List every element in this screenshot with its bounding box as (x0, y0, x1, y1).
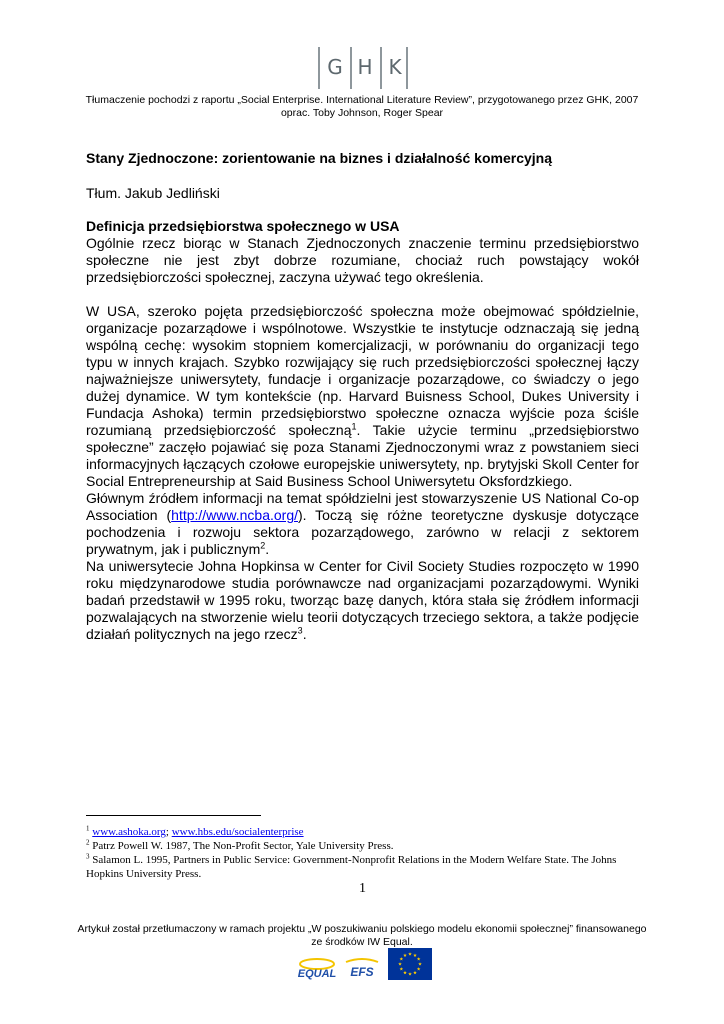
footnote-ref-2[interactable]: 2 (260, 540, 266, 551)
ashoka-link[interactable]: www.ashoka.org (92, 826, 166, 838)
footnote-ref-1[interactable]: 1 (351, 421, 357, 432)
paragraph-3-text-b: ). Toczą się różne teoretyczne dyskusje dotyczące pochodzenia i rozwoju sektora pozarządowego, zarówno w relacji z sektorem prywatnym, jak i publicznym (86, 507, 639, 557)
footnote-3-text: Salamon L. 1995, Partners in Public Service: Government-Nonprofit Relations in the Modern Welfare State. The Johns Hopkins University Press. (86, 854, 617, 880)
footnote-2-text: Patrz Powell W. 1987, The Non-Profit Sector, Yale University Press. (89, 840, 394, 852)
paragraph-2-text-a: W USA, szeroko pojęta przedsiębiorczość społeczna może obejmować spółdzielnie, organizacje pozarządowe i wspólnotowe. Wszystkie te instytucje odznaczają się jedną wspólną cechę: wysokim stopniem komercjalizacji, w porównaniu do organizacji tego typu w innych krajach. Szybko rozwijający się ruch przedsiębiorczości społecznej łączy najważniejsze uniwersytety, fundacje i organizacje pozarządowe, co świadczy o jego dużej dynamice. W tym kontekście (np. Harvard Buisness School, Dukes University i Fundacja Ashoka) termin przedsiębiorstwo społeczne oznacza wyjście poza ściśle rozumianą przedsiębiorczość społeczną (86, 303, 639, 438)
footnote-3 (86, 853, 646, 881)
footnote-number-1: 1 (86, 824, 90, 833)
paragraph-3-text-c: . (265, 541, 270, 557)
footnote-number-2: 2 (86, 838, 90, 847)
footer-line-1: Artykuł został przetłumaczony w ramach projektu „W poszukiwaniu polskiego modelu ekonomii społecznej” finansowanego (77, 923, 647, 935)
efs-logo (342, 956, 382, 980)
footnote-1 (86, 825, 646, 839)
paragraph-2 (86, 303, 639, 490)
efs-logo-text: EFS (350, 965, 374, 979)
source-note (60, 94, 664, 120)
eu-flag-icon (388, 948, 432, 980)
ghk-logo (318, 47, 408, 89)
footnotes (86, 825, 646, 881)
paragraph-4 (86, 558, 639, 643)
logo-divider (318, 47, 320, 89)
source-line-2: oprac. Toby Johnson, Roger Spear (280, 107, 444, 119)
logo-letter-h: H (357, 55, 373, 79)
footnote-2 (86, 839, 646, 853)
paragraph-4-text-b: . (302, 626, 307, 642)
footer-note (60, 923, 664, 949)
equal-logo-text: EQUAL (297, 968, 337, 980)
paragraph-2-text-b: . Takie użycie terminu „przedsiębiorstwo społeczne” zaczęło pojawiać się poza Stanami Zjednoczonymi wraz z powstaniem sieci informacyjnych łączących czołowe europejskie uniwersytety, np. brytyjski Skoll Center for Social Entrepreneurship at Said Business School Uniwersytetu Oksfordzkiego. (86, 422, 639, 489)
logo-divider (406, 47, 408, 89)
logo-letter-g: G (327, 55, 343, 79)
document-title: Stany Zjednoczone: zorientowanie na biznes i działalność komercyjną (86, 150, 552, 166)
paragraph-3 (86, 490, 639, 558)
logo-letter-k: K (388, 55, 402, 79)
footnote-ref-3[interactable]: 3 (297, 625, 303, 636)
translator-line: Tłum. Jakub Jedliński (86, 185, 220, 201)
efs-logo-arc (346, 959, 378, 962)
document-body (86, 218, 639, 643)
source-line-1: Tłumaczenie pochodzi z raportu „Social Enterprise. International Literature Review”, przygotowanego przez GHK, 2007 (85, 94, 639, 106)
footer-line-2: ze środków IW Equal. (311, 936, 413, 948)
page-number: 1 (359, 881, 366, 896)
paragraph-4-text-a: Na uniwersytecie Johna Hopkinsa w Center for Civil Society Studies rozpoczęto w 1990 roku międzynarodowe studia porównawcze nad organizacjami pozarządowymi. Wyniki badań przedstawił w 1995 roku, tworząc bazę danych, która stała się źródłem informacji pozwalających na stworzenie wielu teorii dotyczących trzeciego sektora, a także podjęcie działań politycznych na jego rzecz (86, 558, 639, 642)
footnote-separator (86, 815, 261, 816)
equal-logo (296, 956, 338, 980)
ncba-link[interactable]: http://www.ncba.org/ (171, 507, 298, 523)
paragraph-1: Ogólnie rzecz biorąc w Stanach Zjednoczonych znaczenie terminu przedsiębiorstwo społeczne nie jest zbyt dobrze rozumiane, chociaż ruch powstający wokół przedsiębiorczości społecznej, zaczyna używać tego określenia. (86, 235, 639, 285)
hbs-link[interactable]: www.hbs.edu/socialenterprise (171, 826, 304, 838)
paragraph-3-text-a: Głównym źródłem informacji na temat spółdzielni jest stowarzyszenie US National Co-op Association ( (86, 490, 639, 523)
section-heading: Definicja przedsiębiorstwa społecznego w USA (86, 218, 400, 234)
footnote-1-separator: ; (165, 826, 172, 838)
footnote-number-3: 3 (86, 852, 90, 861)
